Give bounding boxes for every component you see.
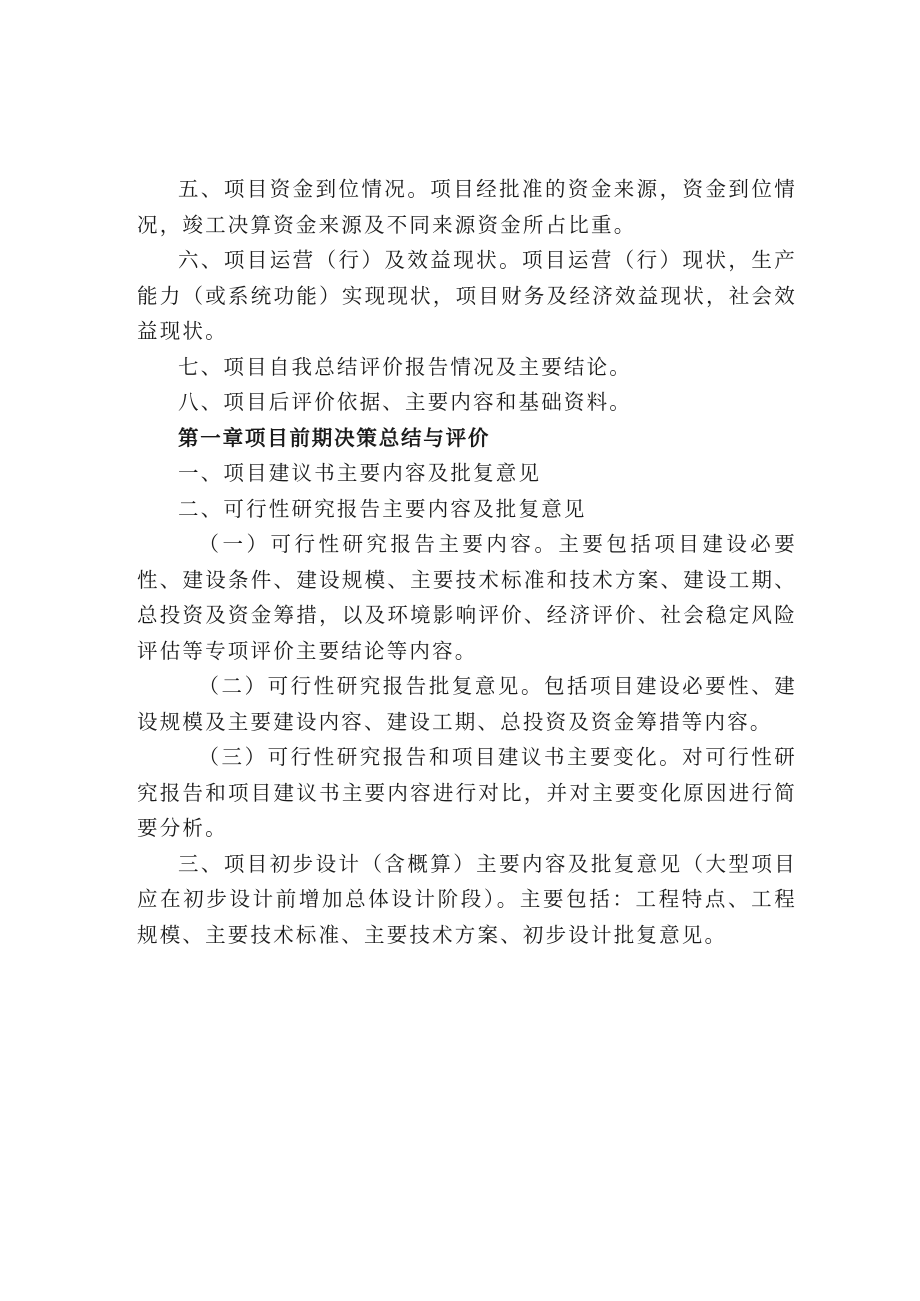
subsection-feasibility-approval: （二）可行性研究报告批复意见。包括项目建设必要性、建设规模及主要建设内容、建设工期、总投资及资金筹措等内容。 [137,674,797,734]
section-preliminary-design: 三、项目初步设计（含概算）主要内容及批复意见（大型项目应在初步设计前增加总体设计阶段）。主要包括：工程特点、工程规模、主要技术标准、主要技术方案、初步设计批复意见。 [137,851,797,947]
chapter-heading: 第一章项目前期决策总结与评价 [178,425,491,450]
document-body [137,172,797,953]
subsection-feasibility-changes: （三）可行性研究报告和项目建议书主要变化。对可行性研究报告和项目建议书主要内容进行对比，并对主要变化原因进行简要分析。 [137,745,797,840]
section-proposal: 一、项目建议书主要内容及批复意见 [178,461,542,485]
section-feasibility: 二、可行性研究报告主要内容及批复意见 [178,496,587,521]
paragraph-operation-status: 六、项目运营（行）及效益现状。项目运营（行）现状，生产能力（或系统功能）实现现状，项目财务及经济效益现状，社会效益现状。 [137,248,797,343]
subsection-feasibility-content: （一）可行性研究报告主要内容。主要包括项目建设必要性、建设条件、建设规模、主要技术标准和技术方案、建设工期、总投资及资金筹措，以及环境影响评价、经济评价、社会稳定风险评估等专项评价主要结论等内容。 [137,532,797,663]
paragraph-funding-status: 五、项目资金到位情况。项目经批准的资金来源，资金到位情况，竣工决算资金来源及不同来源资金所占比重。 [137,177,797,237]
paragraph-evaluation-basis: 八、项目后评价依据、主要内容和基础资料。 [178,390,632,414]
paragraph-self-evaluation: 七、项目自我总结评价报告情况及主要结论。 [178,354,632,379]
